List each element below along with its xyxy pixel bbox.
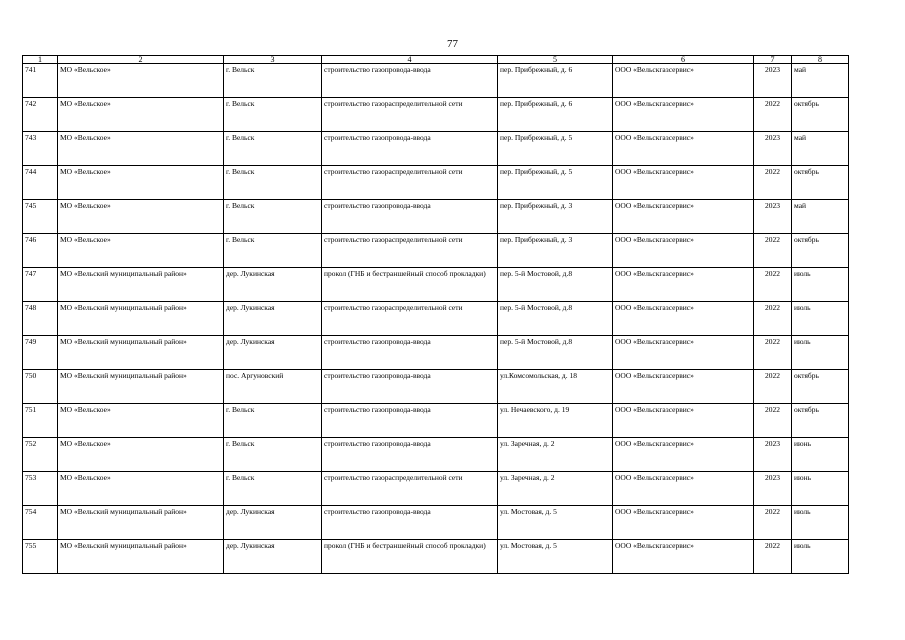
month-cell: октябрь <box>792 404 849 438</box>
row-number-cell: 742 <box>23 98 58 132</box>
settlement-cell: дер. Лукинская <box>224 506 322 540</box>
municipality-cell: МО «Вельское» <box>58 200 224 234</box>
row-number-cell: 743 <box>23 132 58 166</box>
row-number-cell: 755 <box>23 540 58 574</box>
row-number-cell: 750 <box>23 370 58 404</box>
contractor-cell: ООО «Вельскгазсервис» <box>613 540 754 574</box>
month-cell: октябрь <box>792 234 849 268</box>
settlement-cell: г. Вельск <box>224 234 322 268</box>
table-row <box>23 64 849 98</box>
settlement-cell: г. Вельск <box>224 404 322 438</box>
settlement-cell: дер. Лукинская <box>224 302 322 336</box>
address-cell: пер. Прибрежный, д. 5 <box>498 166 613 200</box>
year-cell: 2022 <box>754 506 792 540</box>
header-cell: 2 <box>58 56 224 64</box>
settlement-cell: дер. Лукинская <box>224 336 322 370</box>
table-row <box>23 404 849 438</box>
municipality-cell: МО «Вельское» <box>58 472 224 506</box>
page-number: 77 <box>447 38 458 50</box>
address-cell: ул. Заречная, д. 2 <box>498 472 613 506</box>
settlement-cell: г. Вельск <box>224 438 322 472</box>
settlement-cell: г. Вельск <box>224 132 322 166</box>
table-row <box>23 370 849 404</box>
address-cell: ул. Мостовая, д. 5 <box>498 506 613 540</box>
row-number-cell: 745 <box>23 200 58 234</box>
table-row <box>23 302 849 336</box>
header-row <box>23 56 849 64</box>
year-cell: 2022 <box>754 370 792 404</box>
work-type-cell: строительство газораспределительной сети <box>322 234 498 268</box>
table-row <box>23 132 849 166</box>
work-type-cell: строительство газопровода-ввода <box>322 64 498 98</box>
table-row <box>23 336 849 370</box>
municipality-cell: МО «Вельское» <box>58 64 224 98</box>
address-cell: пер. 5-й Мостовой, д.8 <box>498 336 613 370</box>
month-cell: октябрь <box>792 370 849 404</box>
year-cell: 2022 <box>754 234 792 268</box>
address-cell: ул. Нечаевского, д. 19 <box>498 404 613 438</box>
contractor-cell: ООО «Вельскгазсервис» <box>613 506 754 540</box>
year-cell: 2022 <box>754 404 792 438</box>
work-type-cell: строительство газопровода-ввода <box>322 132 498 166</box>
settlement-cell: г. Вельск <box>224 472 322 506</box>
row-number-cell: 747 <box>23 268 58 302</box>
contractor-cell: ООО «Вельскгазсервис» <box>613 268 754 302</box>
municipality-cell: МО «Вельское» <box>58 438 224 472</box>
table-row <box>23 98 849 132</box>
work-type-cell: строительство газораспределительной сети <box>322 472 498 506</box>
address-cell: пер. 5-й Мостовой, д.8 <box>498 302 613 336</box>
month-cell: июль <box>792 268 849 302</box>
settlement-cell: дер. Лукинская <box>224 540 322 574</box>
municipality-cell: МО «Вельское» <box>58 404 224 438</box>
work-type-cell: прокол (ГНБ и бестраншейный способ прокладки) <box>322 268 498 302</box>
work-type-cell: строительство газопровода-ввода <box>322 506 498 540</box>
row-number-cell: 744 <box>23 166 58 200</box>
header-cell: 3 <box>224 56 322 64</box>
gasification-table <box>22 55 849 574</box>
year-cell: 2023 <box>754 64 792 98</box>
table-row <box>23 472 849 506</box>
work-type-cell: строительство газораспределительной сети <box>322 98 498 132</box>
settlement-cell: дер. Лукинская <box>224 268 322 302</box>
row-number-cell: 749 <box>23 336 58 370</box>
month-cell: июнь <box>792 472 849 506</box>
header-cell: 6 <box>613 56 754 64</box>
month-cell: май <box>792 132 849 166</box>
settlement-cell: г. Вельск <box>224 166 322 200</box>
month-cell: июль <box>792 540 849 574</box>
municipality-cell: МО «Вельский муниципальный район» <box>58 540 224 574</box>
work-type-cell: строительство газопровода-ввода <box>322 438 498 472</box>
month-cell: октябрь <box>792 98 849 132</box>
contractor-cell: ООО «Вельскгазсервис» <box>613 132 754 166</box>
contractor-cell: ООО «Вельскгазсервис» <box>613 370 754 404</box>
year-cell: 2023 <box>754 200 792 234</box>
contractor-cell: ООО «Вельскгазсервис» <box>613 302 754 336</box>
contractor-cell: ООО «Вельскгазсервис» <box>613 472 754 506</box>
month-cell: июль <box>792 302 849 336</box>
header-cell: 5 <box>498 56 613 64</box>
contractor-cell: ООО «Вельскгазсервис» <box>613 234 754 268</box>
municipality-cell: МО «Вельское» <box>58 132 224 166</box>
row-number-cell: 746 <box>23 234 58 268</box>
year-cell: 2022 <box>754 336 792 370</box>
row-number-cell: 751 <box>23 404 58 438</box>
year-cell: 2023 <box>754 132 792 166</box>
address-cell: пер. Прибрежный, д. 3 <box>498 234 613 268</box>
municipality-cell: МО «Вельский муниципальный район» <box>58 370 224 404</box>
table-row <box>23 166 849 200</box>
row-number-cell: 752 <box>23 438 58 472</box>
address-cell: ул.Комсомольская, д. 18 <box>498 370 613 404</box>
header-cell: 7 <box>754 56 792 64</box>
contractor-cell: ООО «Вельскгазсервис» <box>613 64 754 98</box>
row-number-cell: 741 <box>23 64 58 98</box>
contractor-cell: ООО «Вельскгазсервис» <box>613 404 754 438</box>
contractor-cell: ООО «Вельскгазсервис» <box>613 438 754 472</box>
header-cell: 4 <box>322 56 498 64</box>
address-cell: ул. Мостовая, д. 5 <box>498 540 613 574</box>
municipality-cell: МО «Вельское» <box>58 234 224 268</box>
month-cell: октябрь <box>792 166 849 200</box>
header-cell: 8 <box>792 56 849 64</box>
municipality-cell: МО «Вельский муниципальный район» <box>58 506 224 540</box>
address-cell: пер. Прибрежный, д. 5 <box>498 132 613 166</box>
municipality-cell: МО «Вельский муниципальный район» <box>58 336 224 370</box>
month-cell: июль <box>792 506 849 540</box>
year-cell: 2022 <box>754 98 792 132</box>
contractor-cell: ООО «Вельскгазсервис» <box>613 98 754 132</box>
work-type-cell: строительство газораспределительной сети <box>322 166 498 200</box>
month-cell: июль <box>792 336 849 370</box>
table-row <box>23 200 849 234</box>
municipality-cell: МО «Вельское» <box>58 166 224 200</box>
row-number-cell: 753 <box>23 472 58 506</box>
municipality-cell: МО «Вельский муниципальный район» <box>58 302 224 336</box>
settlement-cell: г. Вельск <box>224 64 322 98</box>
year-cell: 2023 <box>754 438 792 472</box>
work-type-cell: строительство газопровода-ввода <box>322 336 498 370</box>
table-row <box>23 540 849 574</box>
year-cell: 2022 <box>754 302 792 336</box>
month-cell: май <box>792 200 849 234</box>
municipality-cell: МО «Вельский муниципальный район» <box>58 268 224 302</box>
year-cell: 2023 <box>754 472 792 506</box>
table-row <box>23 234 849 268</box>
address-cell: пер. 5-й Мостовой, д.8 <box>498 268 613 302</box>
work-type-cell: строительство газопровода-ввода <box>322 200 498 234</box>
work-type-cell: строительство газопровода-ввода <box>322 404 498 438</box>
address-cell: пер. Прибрежный, д. 6 <box>498 98 613 132</box>
settlement-cell: г. Вельск <box>224 98 322 132</box>
month-cell: июнь <box>792 438 849 472</box>
month-cell: май <box>792 64 849 98</box>
contractor-cell: ООО «Вельскгазсервис» <box>613 336 754 370</box>
address-cell: пер. Прибрежный, д. 6 <box>498 64 613 98</box>
row-number-cell: 754 <box>23 506 58 540</box>
contractor-cell: ООО «Вельскгазсервис» <box>613 166 754 200</box>
work-type-cell: строительство газопровода-ввода <box>322 370 498 404</box>
work-type-cell: прокол (ГНБ и бестраншейный способ прокладки) <box>322 540 498 574</box>
row-number-cell: 748 <box>23 302 58 336</box>
table-row <box>23 506 849 540</box>
year-cell: 2022 <box>754 268 792 302</box>
municipality-cell: МО «Вельское» <box>58 98 224 132</box>
table-row <box>23 268 849 302</box>
settlement-cell: пос. Аргуновский <box>224 370 322 404</box>
header-cell: 1 <box>23 56 58 64</box>
year-cell: 2022 <box>754 166 792 200</box>
settlement-cell: г. Вельск <box>224 200 322 234</box>
year-cell: 2022 <box>754 540 792 574</box>
work-type-cell: строительство газораспределительной сети <box>322 302 498 336</box>
table-row <box>23 438 849 472</box>
address-cell: пер. Прибрежный, д. 3 <box>498 200 613 234</box>
contractor-cell: ООО «Вельскгазсервис» <box>613 200 754 234</box>
address-cell: ул. Заречная, д. 2 <box>498 438 613 472</box>
